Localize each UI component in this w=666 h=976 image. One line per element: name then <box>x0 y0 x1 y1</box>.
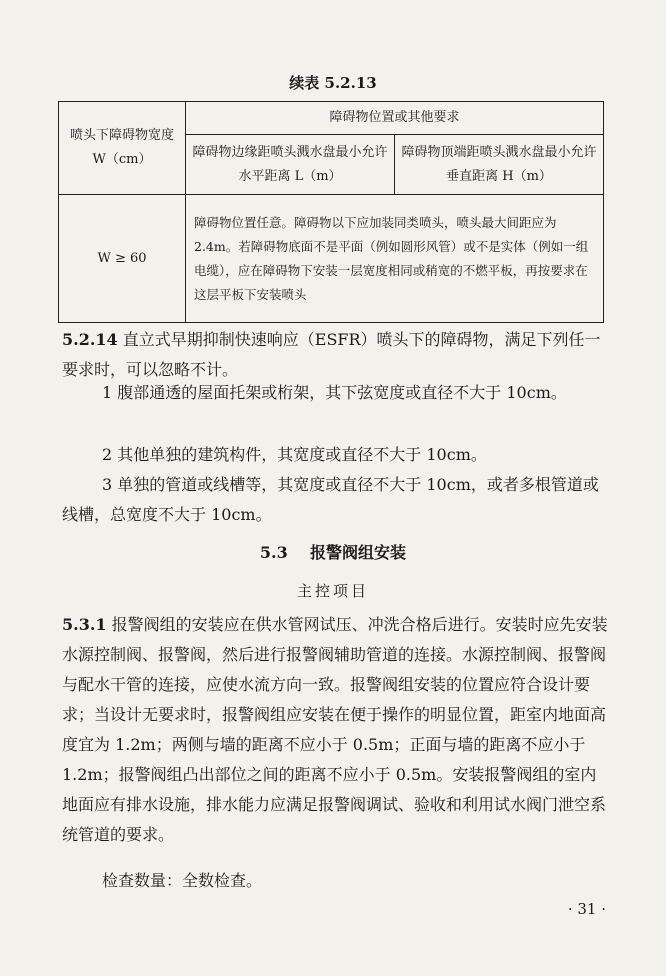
page-number: · 31 · <box>567 900 606 918</box>
table-caption: 续表 5.2.13 <box>289 74 377 92</box>
item-text: 腹部通透的屋面托架或桁架，其下弦宽度或直径不大于 10cm。 <box>117 383 567 402</box>
item-text: 单独的管道或线槽等，其宽度或直径不大于 10cm，或者多根管道或线槽，总宽度不大于 10cm。 <box>62 475 599 524</box>
row-width-value: W ≥ 60 <box>59 195 186 323</box>
header-obstacle-width: 喷头下障碍物宽度 W（cm） <box>59 102 186 195</box>
header-vertical-distance: 障碍物顶端距喷头溅水盘最小允许垂直距离 H（m） <box>395 135 604 195</box>
header-horizontal-distance: 障碍物边缘距喷头溅水盘最小允许水平距离 L（m） <box>186 135 395 195</box>
clause-text: 直立式早期抑制快速响应（ESFR）喷头下的障碍物，满足下列任一要求时，可以忽略不计。 <box>62 330 601 379</box>
clause-5-3-1 <box>62 610 610 850</box>
item-2 <box>62 440 610 470</box>
item-number: 1 <box>102 383 113 402</box>
item-text: 其他单独的建筑构件，其宽度或直径不大于 10cm。 <box>117 445 487 464</box>
clause-5-2-14 <box>62 325 610 385</box>
subsection-heading: 主控项目 <box>296 582 369 600</box>
item-3 <box>62 470 610 530</box>
requirements-table <box>58 101 604 323</box>
inspection-note: 检查数量：全数检查。 <box>102 871 263 890</box>
header-position-requirements: 障碍物位置或其他要求 <box>186 102 604 135</box>
section-number: 5.3 <box>259 543 288 562</box>
clause-number: 5.3.1 <box>62 615 107 634</box>
clause-text: 报警阀组的安装应在供水管网试压、冲洗合格后进行。安装时应先安装水源控制阀、报警阀，然后进行报警阀辅助管道的连接。水源控制阀、报警阀与配水干管的连接，应使水流方向一致。报警阀组安装的位置应符合设计要求；当设计无要求时，报警阀组应安装在便于操作的明显位置，距室内地面高度宜为 1.2m；两侧与墙的距离不应小于 0.5m；正面与墙的距离不应小于 1.2m；报警阀组凸出部位之间的距离不应小于 0.5m。安装报警阀组的室内地面应有排水设施，排水能力应满足报警阀调试、验收和利用试水阀门泄空系统管道的要求。 <box>62 615 608 844</box>
section-heading <box>0 540 666 563</box>
item-number: 3 <box>102 475 113 494</box>
section-title: 报警阀组安装 <box>310 543 407 562</box>
clause-number: 5.2.14 <box>62 330 118 349</box>
row-requirement-text: 障碍物位置任意。障碍物以下应加装同类喷头，喷头最大间距应为 2.4m。若障碍物底面不是平面（例如圆形风管）或不是实体（例如一组电缆），应在障碍物下安装一层宽度相同或稍宽的不燃平板，再按要求在这层平板下安装喷头 <box>186 195 604 323</box>
item-number: 2 <box>102 445 113 464</box>
item-1 <box>62 378 610 408</box>
